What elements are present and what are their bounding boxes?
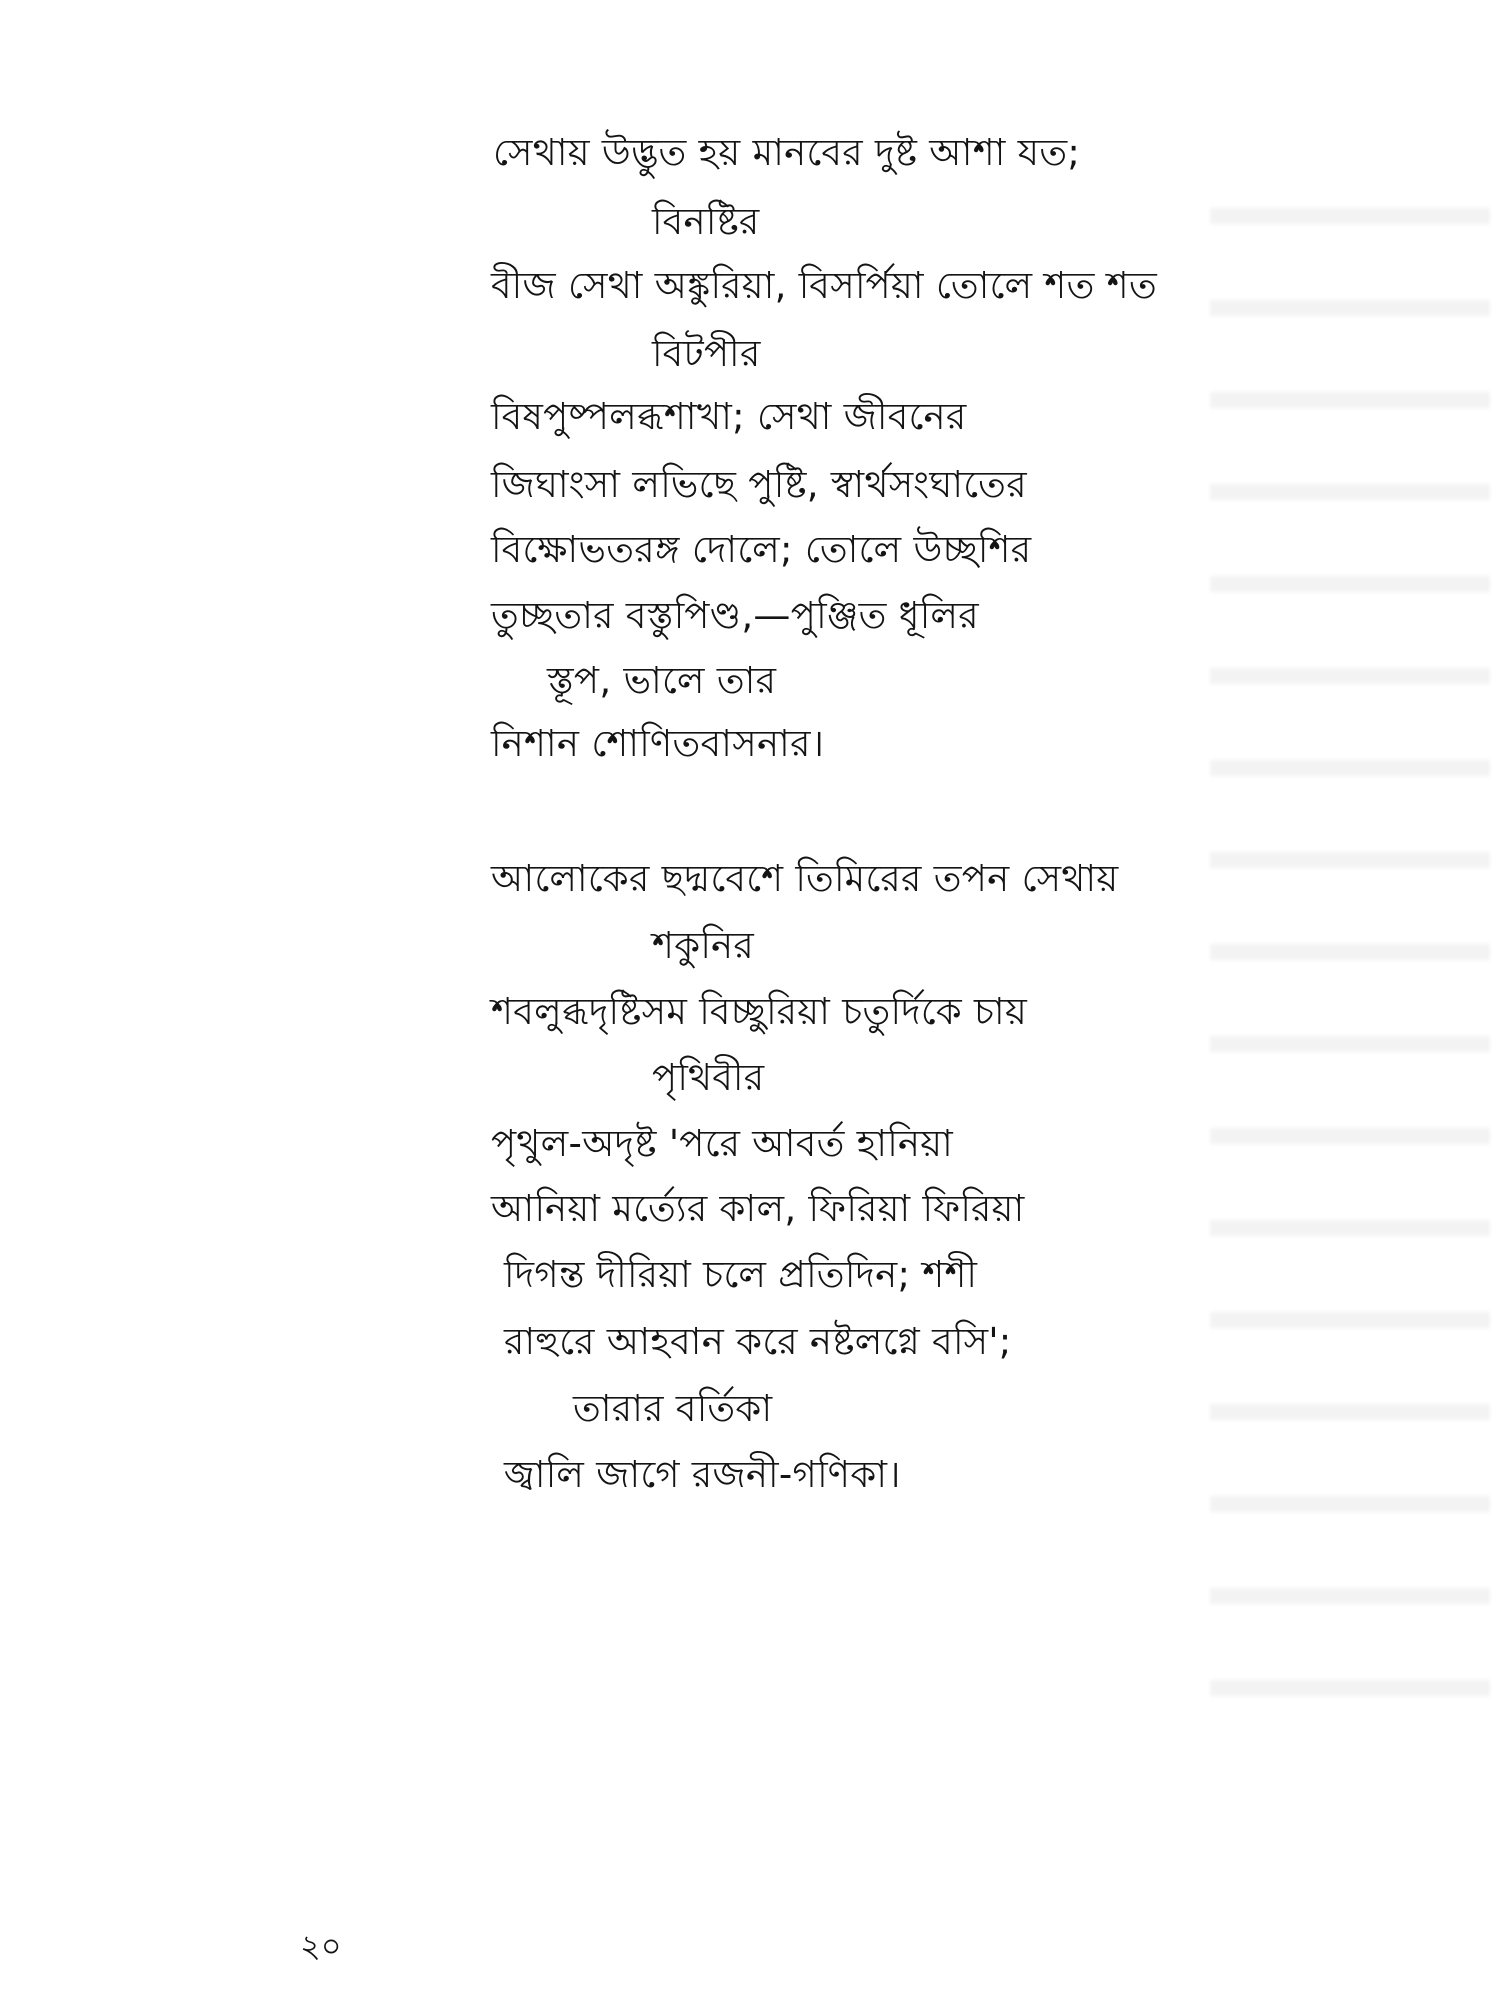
verse-line: তারার বর্তিকা <box>573 1387 773 1430</box>
verse-line: শবলুব্ধদৃষ্টিসম বিচ্ছুরিয়া চতুর্দিকে চায় <box>491 990 1028 1033</box>
verse-line: জিঘাংসা লভিছে পুষ্টি, স্বার্থসংঘাতের <box>491 463 1027 506</box>
verse-line: পৃথিবীর <box>652 1056 765 1099</box>
verse-line: তুচ্ছতার বস্তুপিণ্ড,—পুঞ্জিত ধূলির <box>491 594 979 637</box>
verse-line: বিনষ্টির <box>652 200 760 243</box>
verse-line: নিশান শোণিতবাসনার। <box>491 722 825 765</box>
bleed-through-text <box>1210 150 1490 1750</box>
verse-line: জ্বালি জাগে রজনী-গণিকা। <box>504 1453 901 1496</box>
verse-line: পৃথুল-অদৃষ্ট 'পরে আবর্ত হানিয়া <box>491 1122 954 1165</box>
verse-line: দিগন্ত দীরিয়া চলে প্রতিদিন; শশী <box>504 1253 978 1296</box>
verse-line: আনিয়া মর্ত্যের কাল, ফিরিয়া ফিরিয়া <box>491 1187 1025 1230</box>
verse-line: শকুনির <box>652 924 754 967</box>
verse-line: বীজ সেথা অঙ্কুরিয়া, বিসর্পিয়া তোলে শত শত <box>491 264 1157 307</box>
verse-line: আলোকের ছদ্মবেশে তিমিরের তপন সেথায় <box>491 857 1119 900</box>
verse-line: বিষপুষ্পলব্ধশাখা; সেথা জীবনের <box>491 395 967 438</box>
verse-line: স্তূপ, ভালে তার <box>547 659 777 702</box>
verse-line: সেথায় উদ্ভুত হয় মানবের দুষ্ট আশা যত; <box>493 131 1081 174</box>
verse-line: রাহুরে আহবান করে নষ্টলগ্নে বসি'; <box>504 1320 1012 1363</box>
page-number: ২০ <box>300 1927 342 1965</box>
verse-line: বিটপীর <box>652 332 761 375</box>
verse-line: বিক্ষোভতরঙ্গ দোলে; তোলে উচ্ছশির <box>491 528 1032 571</box>
